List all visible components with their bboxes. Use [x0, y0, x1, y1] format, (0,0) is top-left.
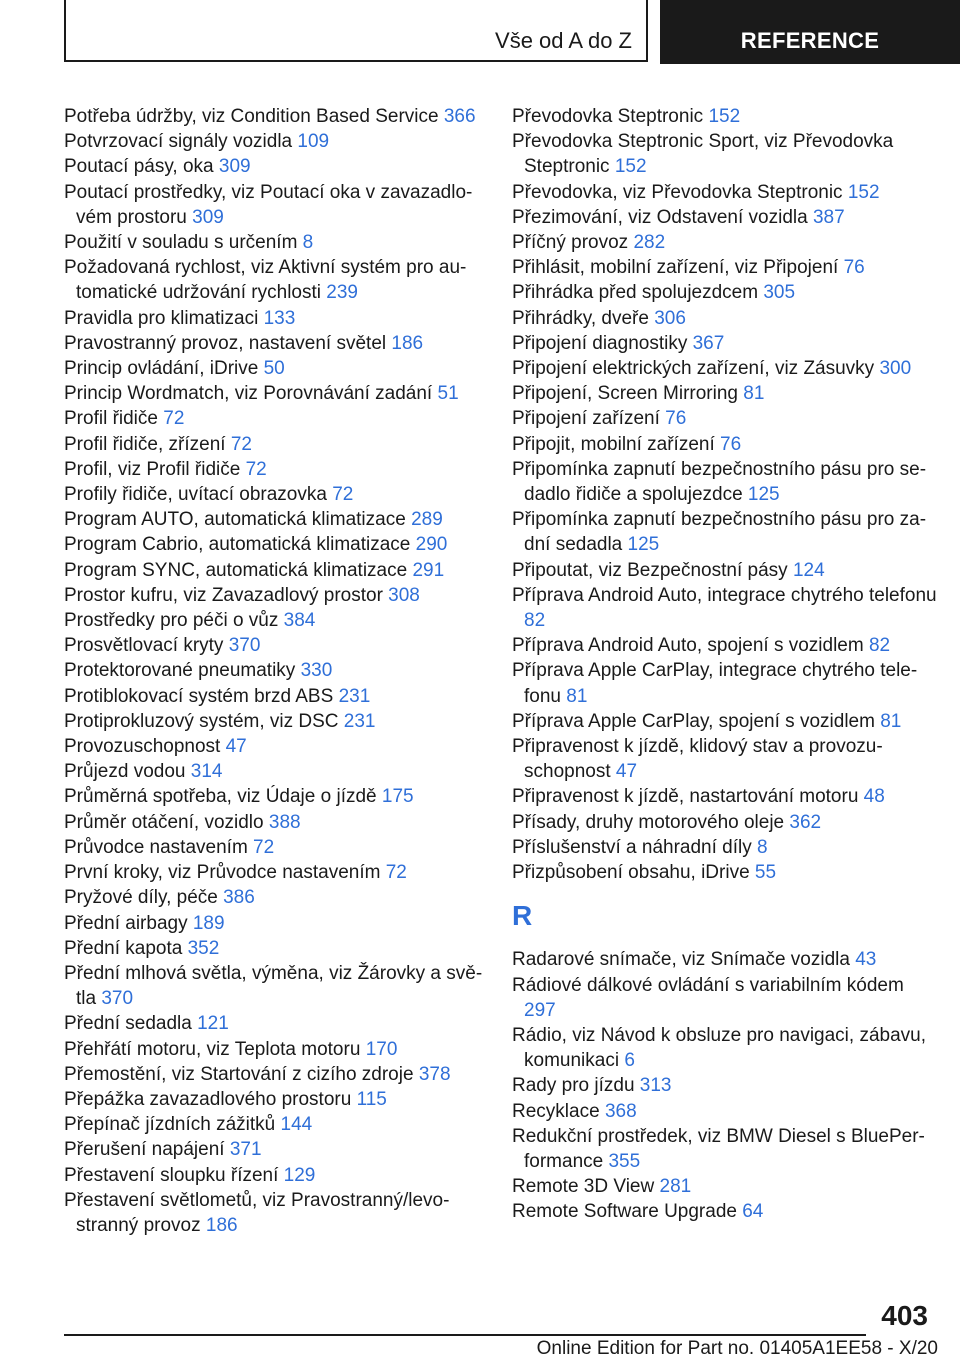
index-page-link[interactable]: 152	[847, 181, 880, 203]
index-entry-text: Příprava Android Auto, integrace chytrého telefonu	[512, 584, 937, 606]
index-page-link[interactable]: 129	[283, 1164, 316, 1186]
index-page-link[interactable]: 152	[614, 156, 647, 178]
index-page-link[interactable]: 239	[326, 282, 358, 304]
index-entry	[512, 1099, 937, 1124]
index-entry-text: Příčný provoz	[512, 232, 629, 254]
index-entry-text: Program Cabrio, automatická klimatizace	[64, 534, 411, 556]
index-entry	[64, 356, 484, 381]
index-entry-text: Připomínka zapnutí bezpečnostního pásu pro sedadlo řidiče a spolujezdce	[512, 458, 927, 506]
index-page-link[interactable]: 186	[391, 332, 424, 354]
index-entry-text: Přepážka zavazadlového prostoru	[64, 1088, 352, 1110]
index-page-link[interactable]: 309	[192, 206, 224, 228]
index-entry	[512, 406, 937, 431]
index-entry-text: Princip Wordmatch, viz Porovnávání zadání	[64, 383, 433, 405]
index-entry	[64, 936, 484, 961]
index-page-link[interactable]: 370	[228, 635, 261, 657]
index-entry	[64, 331, 484, 356]
index-entry-text: Protektorované pneumatiky	[64, 660, 296, 682]
index-entry-text: Přední mlhová světla, výměna, viz Žárovky a světla	[64, 962, 483, 1010]
index-page-link[interactable]: 371	[229, 1139, 262, 1161]
index-entry-text: První kroky, viz Průvodce nastavením	[64, 862, 381, 884]
index-entry-text: Přemostění, viz Startování z cizího zdroje	[64, 1063, 414, 1085]
index-entry	[512, 255, 937, 280]
index-page-link[interactable]: 282	[633, 232, 666, 254]
index-entry-text: Přehřátí motoru, viz Teplota motoru	[64, 1038, 361, 1060]
index-entry-text: Průjezd vodou	[64, 761, 186, 783]
index-entry	[64, 1087, 484, 1112]
index-entry	[64, 784, 484, 809]
index-entry	[512, 558, 937, 583]
index-page-link[interactable]: 308	[388, 584, 420, 606]
footer-divider	[64, 1334, 866, 1336]
index-entry	[512, 973, 937, 1023]
index-page-link[interactable]: 314	[190, 761, 223, 783]
index-page-link[interactable]: 370	[101, 988, 134, 1010]
index-entry	[64, 406, 484, 431]
index-entry	[64, 482, 484, 507]
index-entry	[512, 784, 937, 809]
index-entry-text: Přihlásit, mobilní zařízení, viz Připojení	[512, 257, 839, 279]
index-entry-text: Přísady, druhy motorového oleje	[512, 811, 785, 833]
index-entry-text: Potvrzovací signály vozidla	[64, 131, 293, 153]
index-page-link[interactable]: 115	[356, 1088, 387, 1110]
index-entry	[64, 911, 484, 936]
index-entry	[64, 507, 484, 532]
index-entry	[64, 104, 484, 129]
index-entry	[64, 432, 484, 457]
index-page-link[interactable]: 186	[205, 1214, 238, 1236]
index-entry	[64, 255, 484, 305]
index-entry	[512, 457, 937, 507]
index-entry	[64, 1137, 484, 1162]
index-page-link[interactable]: 82	[524, 610, 546, 632]
index-entry-text: Provozuschopnost	[64, 736, 221, 758]
index-entry-text: Profily řidiče, uvítací obrazovka	[64, 484, 327, 506]
index-page-link[interactable]: 124	[792, 559, 825, 581]
index-entry	[512, 1124, 937, 1174]
index-page-link[interactable]: 352	[187, 937, 220, 959]
index-page-link[interactable]: 81	[880, 710, 902, 732]
index-page-link[interactable]: 47	[225, 736, 247, 758]
index-entry-text: Recyklace	[512, 1100, 600, 1122]
index-entry-text: Poutací prostředky, viz Poutací oka v zavazadlovém prostoru	[64, 181, 473, 228]
index-entry	[512, 507, 937, 557]
index-entry-text: Příprava Apple CarPlay, spojení s vozidlem	[512, 710, 875, 732]
index-entry-text: Potřeba údržby, viz Condition Based Service	[64, 106, 439, 127]
index-entry	[512, 658, 937, 708]
index-entry-text: Připoutat, viz Bezpečnostní pásy	[512, 559, 788, 581]
index-entry	[512, 1174, 937, 1199]
index-page-link[interactable]: 81	[566, 685, 588, 707]
index-entry	[512, 230, 937, 255]
index-entry	[512, 734, 937, 784]
index-entry	[64, 1011, 484, 1036]
index-entry	[64, 734, 484, 759]
index-entry-text: Prosvětlovací kryty	[64, 635, 224, 657]
index-page-link[interactable]: 305	[763, 282, 796, 304]
page-header	[64, 0, 960, 64]
index-page-link[interactable]: 72	[245, 458, 267, 480]
index-entry-text: Připojení elektrických zařízení, viz Zásuvky	[512, 358, 875, 380]
index-page-link[interactable]: 55	[754, 862, 777, 884]
index-page-link[interactable]: 175	[381, 786, 414, 808]
index-entry-text: Přezimování, viz Odstavení vozidla	[512, 206, 808, 228]
index-entry-text: Přední kapota	[64, 937, 183, 959]
index-entry	[64, 608, 484, 633]
index-page-link[interactable]: 290	[415, 534, 448, 556]
index-entry	[64, 1062, 484, 1087]
index-entry	[512, 583, 937, 633]
index-entry	[64, 558, 484, 583]
index-page-link[interactable]: 82	[868, 635, 891, 657]
index-group-p	[512, 104, 937, 885]
index-entry	[512, 432, 937, 457]
section-tab	[64, 0, 648, 62]
index-page-link[interactable]: 291	[412, 559, 445, 581]
index-column-right	[512, 104, 937, 1225]
index-page-link[interactable]: 8	[757, 836, 768, 858]
index-entry-text: Rady pro jízdu	[512, 1075, 635, 1097]
index-entry-text: Připravenost k jízdě, nastartování motoru	[512, 786, 859, 808]
index-entry-text: Rádiové dálkové ovládání s variabilním kódem	[512, 974, 904, 996]
index-entry-text: Program AUTO, automatická klimatizace	[64, 509, 406, 531]
index-entry	[64, 381, 484, 406]
index-page-link[interactable]: 362	[789, 811, 822, 833]
index-entry	[64, 810, 484, 835]
index-page-link[interactable]: 76	[720, 433, 742, 455]
index-entry	[64, 658, 484, 683]
index-page-link[interactable]: 72	[253, 836, 275, 858]
index-entry	[512, 633, 937, 658]
index-page-link[interactable]: 72	[385, 862, 407, 884]
index-entry-text: Přední sedadla	[64, 1013, 192, 1035]
index-entry-text: Profil, viz Profil řidiče	[64, 458, 241, 480]
index-entry-text: Připojit, mobilní zařízení	[512, 433, 715, 455]
index-entry	[512, 810, 937, 835]
index-page-link[interactable]: 125	[747, 484, 780, 506]
index-entry	[64, 684, 484, 709]
index-page-link[interactable]: 64	[742, 1201, 764, 1223]
index-letter-heading: R	[512, 900, 533, 932]
index-entry	[64, 230, 484, 255]
index-page-link[interactable]: 51	[437, 383, 459, 405]
index-entry-text: Protiprokluzový systém, viz DSC	[64, 710, 339, 732]
index-entry-text: Prostředky pro péči o vůz	[64, 610, 279, 632]
index-entry	[64, 1188, 484, 1238]
index-entry	[64, 306, 484, 331]
index-entry	[512, 180, 937, 205]
index-entry-text: Příprava Apple CarPlay, integrace chytrého telefonu	[512, 660, 918, 707]
index-entry	[64, 759, 484, 784]
index-entry-text: Remote 3D View	[512, 1176, 655, 1198]
index-entry	[512, 381, 937, 406]
index-entry	[64, 709, 484, 734]
index-entry-text: Remote Software Upgrade	[512, 1201, 737, 1223]
index-entry	[64, 835, 484, 860]
index-page-link[interactable]: 368	[604, 1100, 637, 1122]
index-entry	[512, 709, 937, 734]
index-page-link[interactable]: 355	[608, 1150, 641, 1172]
index-page-link[interactable]: 76	[665, 408, 687, 430]
index-entry	[512, 129, 937, 179]
index-page-link[interactable]: 47	[615, 761, 638, 783]
index-entry-text: Připravenost k jízdě, klidový stav a provozuschopnost	[512, 736, 883, 783]
index-entry-text: Princip ovládání, iDrive	[64, 358, 259, 380]
index-entry	[512, 205, 937, 230]
index-entry-text: Profil řidiče, zřízení	[64, 433, 226, 455]
index-page-link[interactable]: 388	[268, 811, 301, 833]
index-page-link[interactable]: 231	[343, 710, 376, 732]
index-page-link[interactable]: 76	[843, 257, 865, 279]
index-entry	[64, 180, 484, 230]
index-entry	[512, 104, 937, 129]
index-entry-text: Příslušenství a náhradní díly	[512, 836, 752, 858]
chapter-title: REFERENCE	[740, 28, 880, 53]
index-entry	[512, 356, 937, 381]
index-entry	[64, 457, 484, 482]
index-entry-text: Přestavení světlometů, viz Pravostranný/levostranný provoz	[64, 1189, 450, 1236]
index-page-link[interactable]: 133	[263, 307, 296, 329]
index-entry	[64, 860, 484, 885]
page-number: 403	[881, 1300, 928, 1331]
index-page-link[interactable]: 297	[524, 999, 556, 1021]
index-entry-text: Profil řidiče	[64, 408, 158, 430]
index-page-link[interactable]: 378	[418, 1063, 451, 1085]
index-page-link[interactable]: 6	[624, 1050, 635, 1072]
index-entry	[512, 1199, 937, 1224]
index-entry-text: Přizpůsobení obsahu, iDrive	[512, 862, 750, 884]
index-entry	[512, 331, 937, 356]
index-entry-text: Protiblokovací systém brzd ABS	[64, 685, 334, 707]
index-entry	[512, 1023, 937, 1073]
index-page-link[interactable]: 72	[163, 408, 185, 430]
index-page-link[interactable]: 121	[197, 1013, 229, 1035]
index-entry	[64, 885, 484, 910]
index-page-link[interactable]: 367	[692, 332, 725, 354]
index-page-link[interactable]: 125	[627, 534, 660, 556]
index-entry-text: Pryžové díly, péče	[64, 887, 218, 909]
index-page-link[interactable]: 50	[263, 358, 285, 380]
index-entry	[64, 129, 484, 154]
index-entry-text: Převodovka, viz Převodovka Steptronic	[512, 181, 843, 203]
section-title: Vše od A do Z	[495, 28, 632, 53]
index-entry	[512, 1073, 937, 1098]
index-entry-text: Program SYNC, automatická klimatizace	[64, 559, 408, 581]
index-entry-text: Připojení zařízení	[512, 408, 660, 430]
index-page-link[interactable]: 8	[302, 232, 314, 254]
index-entry-text: Rádio, viz Návod k obsluze pro navigaci, zábavu, komunikaci	[512, 1024, 927, 1072]
index-page-link[interactable]: 81	[743, 383, 765, 405]
index-entry-text: Připojení, Screen Mirroring	[512, 383, 738, 405]
index-entry-text: Přerušení napájení	[64, 1139, 225, 1161]
index-entry	[64, 154, 484, 179]
index-page-link[interactable]: 313	[639, 1075, 672, 1097]
index-entry	[64, 1163, 484, 1188]
index-entry	[64, 633, 484, 658]
index-entry-text: Pravostranný provoz, nastavení světel	[64, 332, 387, 354]
index-page-link[interactable]: 144	[280, 1114, 313, 1136]
index-entry	[64, 532, 484, 557]
index-entry-text: Připomínka zapnutí bezpečnostního pásu pro zadní sedadla	[512, 509, 927, 556]
index-page-link[interactable]: 386	[223, 887, 255, 909]
index-entry-text: Redukční prostředek, viz BMW Diesel s BluePerformance	[512, 1125, 925, 1172]
index-group-r	[512, 947, 937, 1224]
index-page-link[interactable]: 289	[411, 509, 443, 531]
index-page-link[interactable]: 189	[192, 912, 225, 934]
index-page-link[interactable]: 384	[283, 610, 316, 632]
index-entry	[64, 961, 484, 1011]
index-entry-text: Požadovaná rychlost, viz Aktivní systém pro automatické udržování rychlosti	[64, 257, 467, 304]
index-entry-text: Pravidla pro klimatizaci	[64, 307, 259, 329]
index-entry	[512, 280, 937, 305]
index-page-link[interactable]: 309	[218, 156, 251, 178]
index-entry	[512, 835, 937, 860]
index-entry-text: Přepínač jízdních zážitků	[64, 1114, 276, 1136]
index-page-link[interactable]: 43	[855, 949, 877, 971]
index-page-link[interactable]: 170	[365, 1038, 398, 1060]
index-entry-text: Prostor kufru, viz Zavazadlový prostor	[64, 584, 383, 606]
index-entry-text: Připojení diagnostiky	[512, 332, 688, 354]
index-page-link[interactable]: 231	[338, 685, 371, 707]
index-entry-text: Radarové snímače, viz Snímače vozidla	[512, 949, 850, 971]
chapter-tab	[660, 0, 960, 64]
index-page-link[interactable]: 387	[812, 206, 845, 228]
index-entry-text: Průměr otáčení, vozidlo	[64, 811, 264, 833]
index-entry-text: Průvodce nastavením	[64, 836, 248, 858]
index-page-link[interactable]: 330	[300, 660, 333, 682]
index-page-link[interactable]: 72	[332, 484, 354, 506]
index-entry	[512, 306, 937, 331]
index-entry-text: Přední airbagy	[64, 912, 188, 934]
index-entry	[512, 947, 937, 972]
index-page-link[interactable]: 281	[659, 1176, 692, 1198]
index-page-link[interactable]: 72	[230, 433, 252, 455]
footer-edition: Online Edition for Part no. 01405A1EE58 - X/20	[536, 1338, 938, 1359]
index-entry	[512, 860, 937, 885]
index-column-left	[64, 104, 484, 1238]
index-page-link[interactable]: 109	[297, 131, 330, 153]
index-page-link[interactable]: 366	[443, 106, 476, 127]
index-entry	[64, 583, 484, 608]
index-entry-text: Přihrádka před spolujezdcem	[512, 282, 759, 304]
index-entry-text: Průměrná spotřeba, viz Údaje o jízdě	[64, 786, 377, 808]
index-entry-text: Převodovka Steptronic	[512, 106, 704, 127]
index-page-link[interactable]: 48	[863, 786, 885, 808]
index-entry-text: Použití v souladu s určením	[64, 232, 298, 254]
index-page-link[interactable]: 300	[879, 358, 912, 380]
index-entry-text: Poutací pásy, oka	[64, 156, 214, 178]
index-entry	[64, 1112, 484, 1137]
index-entry-text: Převodovka Steptronic Sport, viz Převodovka Steptronic	[512, 131, 894, 178]
index-page-link[interactable]: 306	[654, 307, 686, 329]
index-entry-text: Příprava Android Auto, spojení s vozidlem	[512, 635, 864, 657]
index-entry-text: Přihrádky, dveře	[512, 307, 649, 329]
index-page-link[interactable]: 152	[708, 106, 741, 127]
index-entry-text: Přestavení sloupku řízení	[64, 1164, 279, 1186]
index-entry	[64, 1037, 484, 1062]
